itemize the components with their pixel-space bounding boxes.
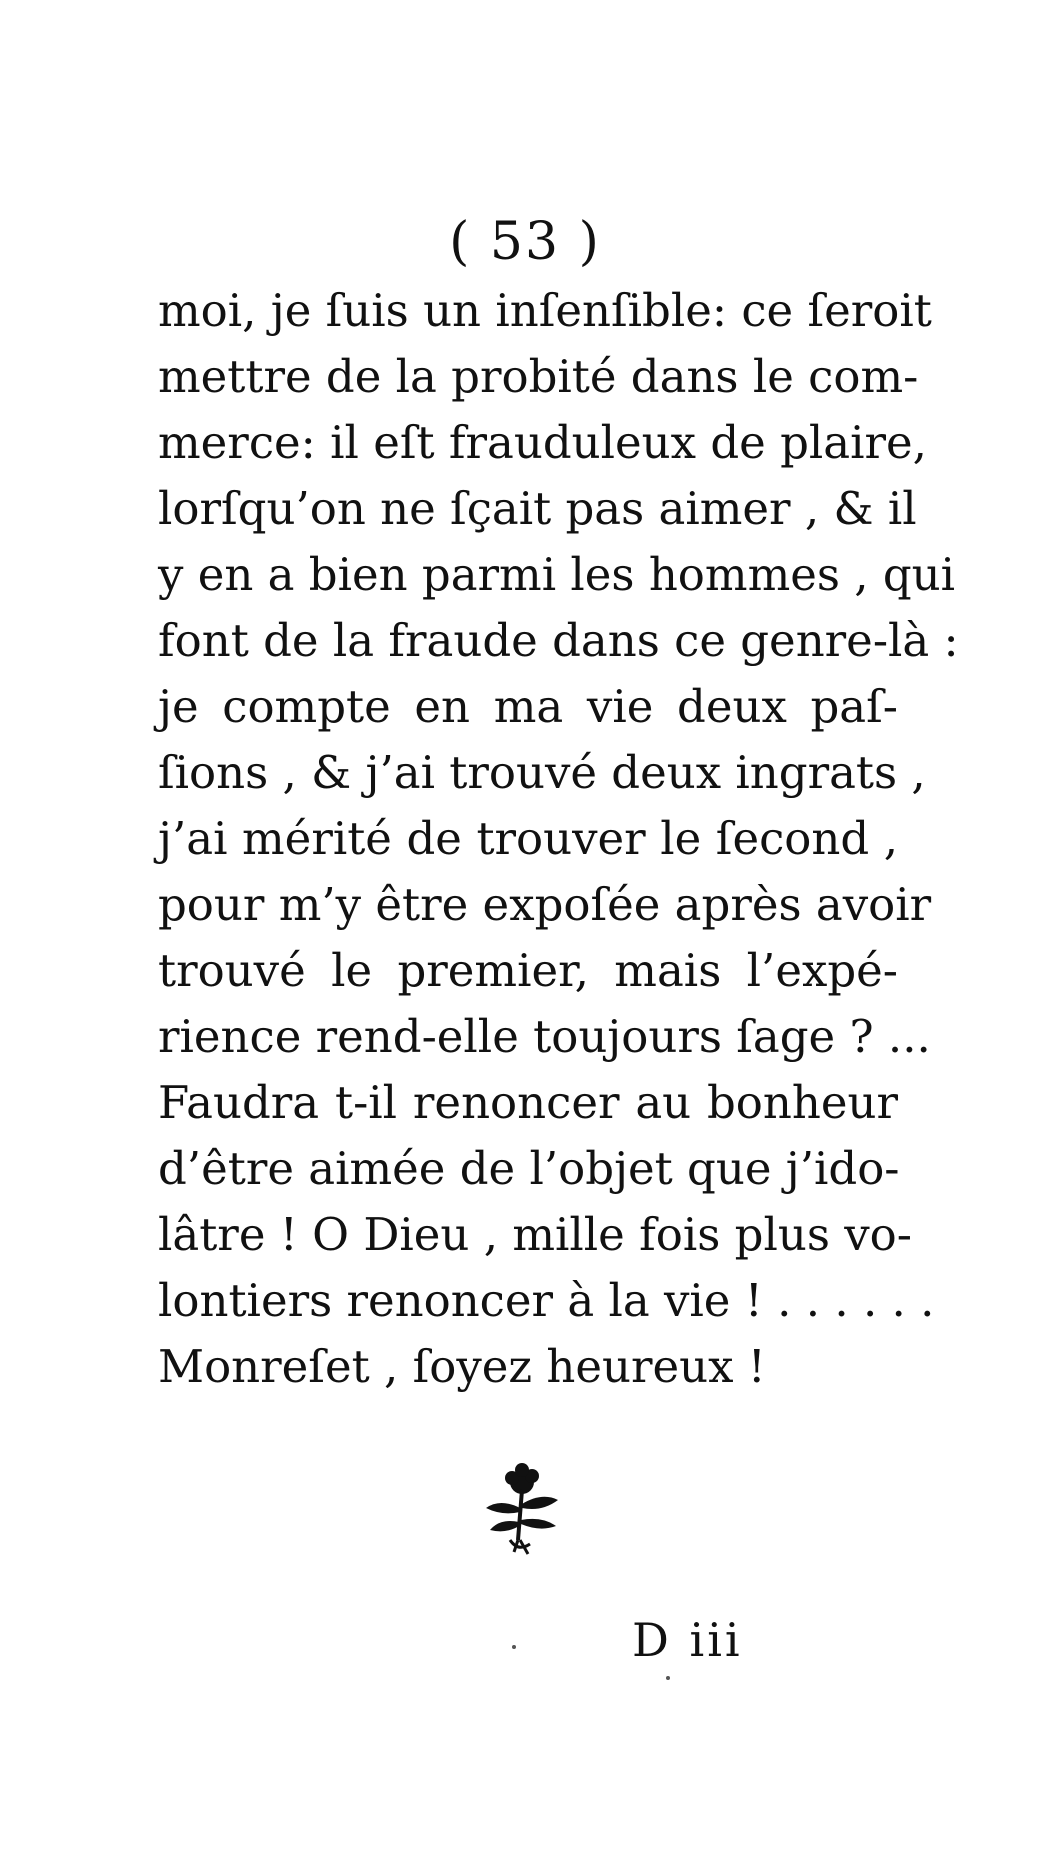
text-line: trouvé le premier, mais l’expé- [158, 944, 898, 997]
body-text [158, 278, 959, 1400]
text-line: j’ai mérité de trouver le ſecond , [158, 812, 898, 865]
ink-speck [512, 1645, 516, 1649]
text-line: lontiers renoncer à la vie ! . . . . . . [158, 1274, 935, 1327]
text-line: mettre de la probité dans le com- [158, 350, 919, 403]
flower-ornament-icon [480, 1460, 570, 1560]
text-line: rience rend-elle toujours ſage ? ... [158, 1010, 931, 1063]
text-line: d’être aimée de l’objet que j’ido- [158, 1142, 900, 1195]
text-line: merce: il eſt frauduleux de plaire, [158, 416, 927, 469]
text-line: moi, je ſuis un inſenſible: ce ſeroit [158, 284, 932, 337]
text-line: je compte en ma vie deux paſ- [158, 680, 898, 733]
text-line-last: Monreſet , ſoyez heureux ! [158, 1340, 766, 1393]
text-line: font de la fraude dans ce genre-là : [158, 614, 959, 667]
text-line: lâtre ! O Dieu , mille fois plus vo- [158, 1208, 912, 1261]
ink-speck [666, 1676, 670, 1680]
signature-mark: D iii [632, 1613, 743, 1667]
page-number: ( 53 ) [449, 212, 601, 272]
text-line: pour m’y être expoſée après avoir [158, 878, 932, 931]
text-line: y en a bien parmi les hommes , qui [158, 548, 956, 601]
text-line: lorſqu’on ne ſçait pas aimer , & il [158, 482, 917, 535]
text-line: ſions , & j’ai trouvé deux ingrats , [158, 746, 926, 799]
text-line: Faudra t-il renoncer au bonheur [158, 1076, 898, 1129]
